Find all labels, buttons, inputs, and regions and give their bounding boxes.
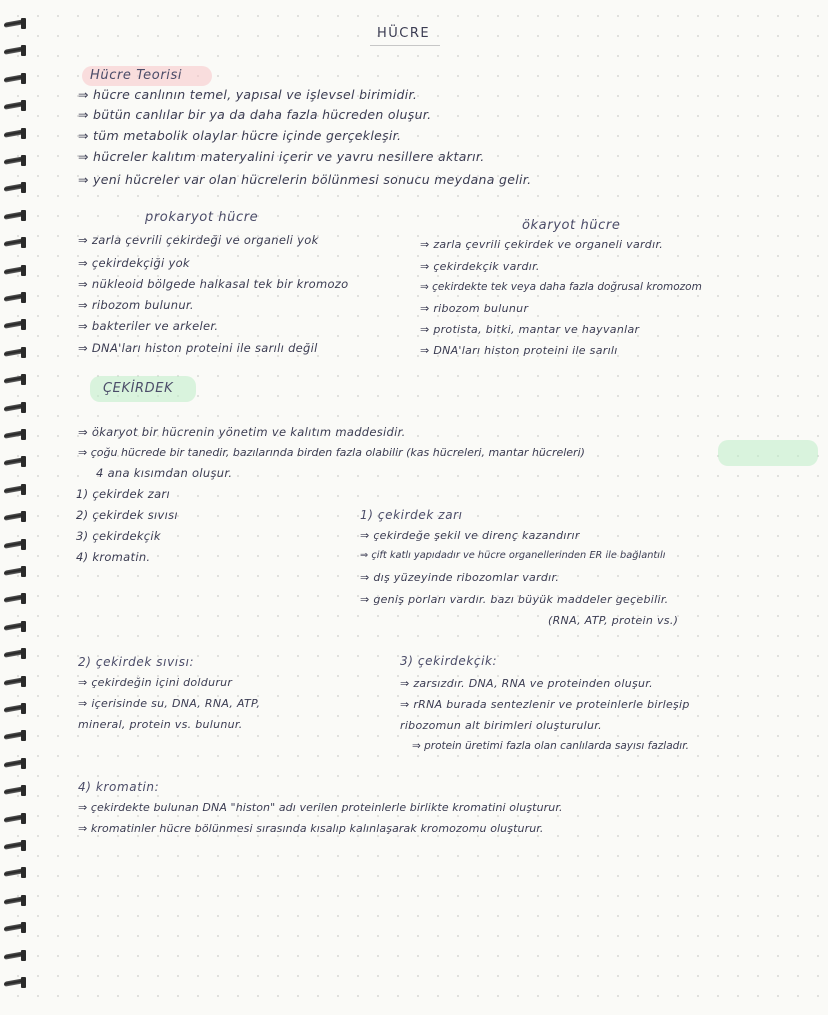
sivi-item: ⇒ içerisinde su, DNA, RNA, ATP, xyxy=(78,697,261,710)
zar-item: ⇒ çift katlı yapıdadır ve hücre organellerinden ER ile bağlantılı xyxy=(360,550,666,561)
teori-item: ⇒ bütün canlılar bir ya da daha fazla hücreden oluşur. xyxy=(78,107,432,122)
cekirdekcik-item: ribozomun alt birimleri oluşturulur. xyxy=(400,719,602,732)
spiral-coil xyxy=(4,895,26,906)
spiral-coil xyxy=(4,867,26,878)
zar-item: ⇒ dış yüzeyinde ribozomlar vardır. xyxy=(360,571,560,584)
spiral-coil xyxy=(4,292,26,303)
teori-item: ⇒ hücre canlının temel, yapısal ve işlevsel birimidir. xyxy=(78,87,418,102)
sivi-heading: 2) çekirdek sıvısı: xyxy=(78,655,195,669)
sivi-item: mineral, protein vs. bulunur. xyxy=(78,718,243,731)
cekirdek-intro: ⇒ çoğu hücrede bir tanedir, bazılarında birden fazla olabilir (kas hücreleri, mantar hücreleri) xyxy=(78,446,585,459)
okaryot-item: ⇒ çekirdekçik vardır. xyxy=(420,260,540,273)
teori-item: ⇒ yeni hücreler var olan hücrelerin bölünmesi sonucu meydana gelir. xyxy=(78,172,532,187)
spiral-coil xyxy=(4,237,26,248)
spiral-coil xyxy=(4,566,26,577)
spiral-coil xyxy=(4,703,26,714)
spiral-coil xyxy=(4,758,26,769)
okaryot-item: ⇒ DNA'ları histon proteini ile sarılı xyxy=(420,344,618,357)
spiral-coil xyxy=(4,347,26,358)
cekirdek-part: 2) çekirdek sıvısı xyxy=(76,508,178,522)
kromatin-heading: 4) kromatin: xyxy=(78,780,160,794)
spiral-coil xyxy=(4,182,26,193)
cekirdek-heading: ÇEKİRDEK xyxy=(103,381,174,396)
okaryot-item: ⇒ zarla çevrili çekirdek ve organeli vardır. xyxy=(420,238,664,251)
spiral-coil xyxy=(4,539,26,550)
zar-item: ⇒ geniş porları vardır. bazı büyük maddeler geçebilir. xyxy=(360,593,669,606)
spiral-coil xyxy=(4,374,26,385)
okaryot-item: ⇒ çekirdekte tek veya daha fazla doğrusal kromozom xyxy=(420,281,702,293)
prokaryot-item: ⇒ çekirdekçiği yok xyxy=(78,256,190,270)
cekirdekcik-item: ⇒ zarsızdır. DNA, RNA ve proteinden oluşur. xyxy=(400,677,653,690)
spiral-coil xyxy=(4,402,26,413)
prokaryot-item: ⇒ ribozom bulunur. xyxy=(78,298,194,312)
prokaryot-item: ⇒ zarla çevrili çekirdeği ve organeli yok xyxy=(78,233,319,247)
spiral-coil xyxy=(4,922,26,933)
spiral-coil xyxy=(4,18,26,29)
zar-item: ⇒ çekirdeğe şekil ve direnç kazandırır xyxy=(360,529,580,542)
spiral-coil xyxy=(4,840,26,851)
spiral-coil xyxy=(4,319,26,330)
okaryot-heading: ökaryot hücre xyxy=(522,218,621,233)
spiral-coil xyxy=(4,593,26,604)
teori-heading: Hücre Teorisi xyxy=(90,68,183,83)
spiral-coil xyxy=(4,429,26,440)
okaryot-item: ⇒ protista, bitki, mantar ve hayvanlar xyxy=(420,323,640,336)
spiral-coil xyxy=(4,155,26,166)
cekirdek-part: 1) çekirdek zarı xyxy=(76,487,170,501)
sivi-item: ⇒ çekirdeğin içini doldurur xyxy=(78,676,233,689)
cekirdekcik-item: ⇒ protein üretimi fazla olan canlılarda sayısı fazladır. xyxy=(412,740,689,752)
spiral-coil xyxy=(4,621,26,632)
spiral-coil xyxy=(4,676,26,687)
spiral-coil xyxy=(4,730,26,741)
spiral-coil xyxy=(4,484,26,495)
spiral-binding xyxy=(0,18,34,1008)
zar-item: (RNA, ATP, protein vs.) xyxy=(548,614,679,627)
prokaryot-item: ⇒ nükleoid bölgede halkasal tek bir kromozo xyxy=(78,277,349,291)
cekirdekcik-heading: 3) çekirdekçik: xyxy=(400,654,498,668)
kromatin-item: ⇒ çekirdekte bulunan DNA "histon" adı verilen proteinlerle birlikte kromatini oluşturur. xyxy=(78,801,563,814)
teori-item: ⇒ tüm metabolik olaylar hücre içinde gerçekleşir. xyxy=(78,128,402,143)
spiral-coil xyxy=(4,100,26,111)
okaryot-item: ⇒ ribozom bulunur xyxy=(420,302,529,315)
spiral-coil xyxy=(4,45,26,56)
cekirdek-intro: ⇒ ökaryot bir hücrenin yönetim ve kalıtım maddesidir. xyxy=(78,425,406,439)
spiral-coil xyxy=(4,785,26,796)
title-underline xyxy=(370,45,440,46)
highlight-mantar xyxy=(718,440,818,466)
spiral-coil xyxy=(4,648,26,659)
cekirdek-part: 3) çekirdekçik xyxy=(76,529,161,543)
spiral-coil xyxy=(4,73,26,84)
spiral-coil xyxy=(4,950,26,961)
cekirdekcik-item: ⇒ rRNA burada sentezlenir ve proteinlerle birleşip xyxy=(400,698,690,711)
teori-item: ⇒ hücreler kalıtım materyalini içerir ve yavru nesillere aktarır. xyxy=(78,149,485,164)
spiral-coil xyxy=(4,265,26,276)
spiral-coil xyxy=(4,977,26,988)
prokaryot-item: ⇒ bakteriler ve arkeler. xyxy=(78,319,219,333)
zar-heading: 1) çekirdek zarı xyxy=(360,508,463,522)
prokaryot-heading: prokaryot hücre xyxy=(145,210,259,225)
cekirdek-intro: 4 ana kısımdan oluşur. xyxy=(96,466,233,480)
spiral-coil xyxy=(4,511,26,522)
spiral-coil xyxy=(4,128,26,139)
prokaryot-item: ⇒ DNA'ları histon proteini ile sarılı değil xyxy=(78,341,318,355)
kromatin-item: ⇒ kromatinler hücre bölünmesi sırasında kısalıp kalınlaşarak kromozomu oluşturur. xyxy=(78,822,544,835)
spiral-coil xyxy=(4,813,26,824)
spiral-coil xyxy=(4,210,26,221)
page-title: HÜCRE xyxy=(377,26,431,41)
spiral-coil xyxy=(4,456,26,467)
cekirdek-part: 4) kromatin. xyxy=(76,550,151,564)
